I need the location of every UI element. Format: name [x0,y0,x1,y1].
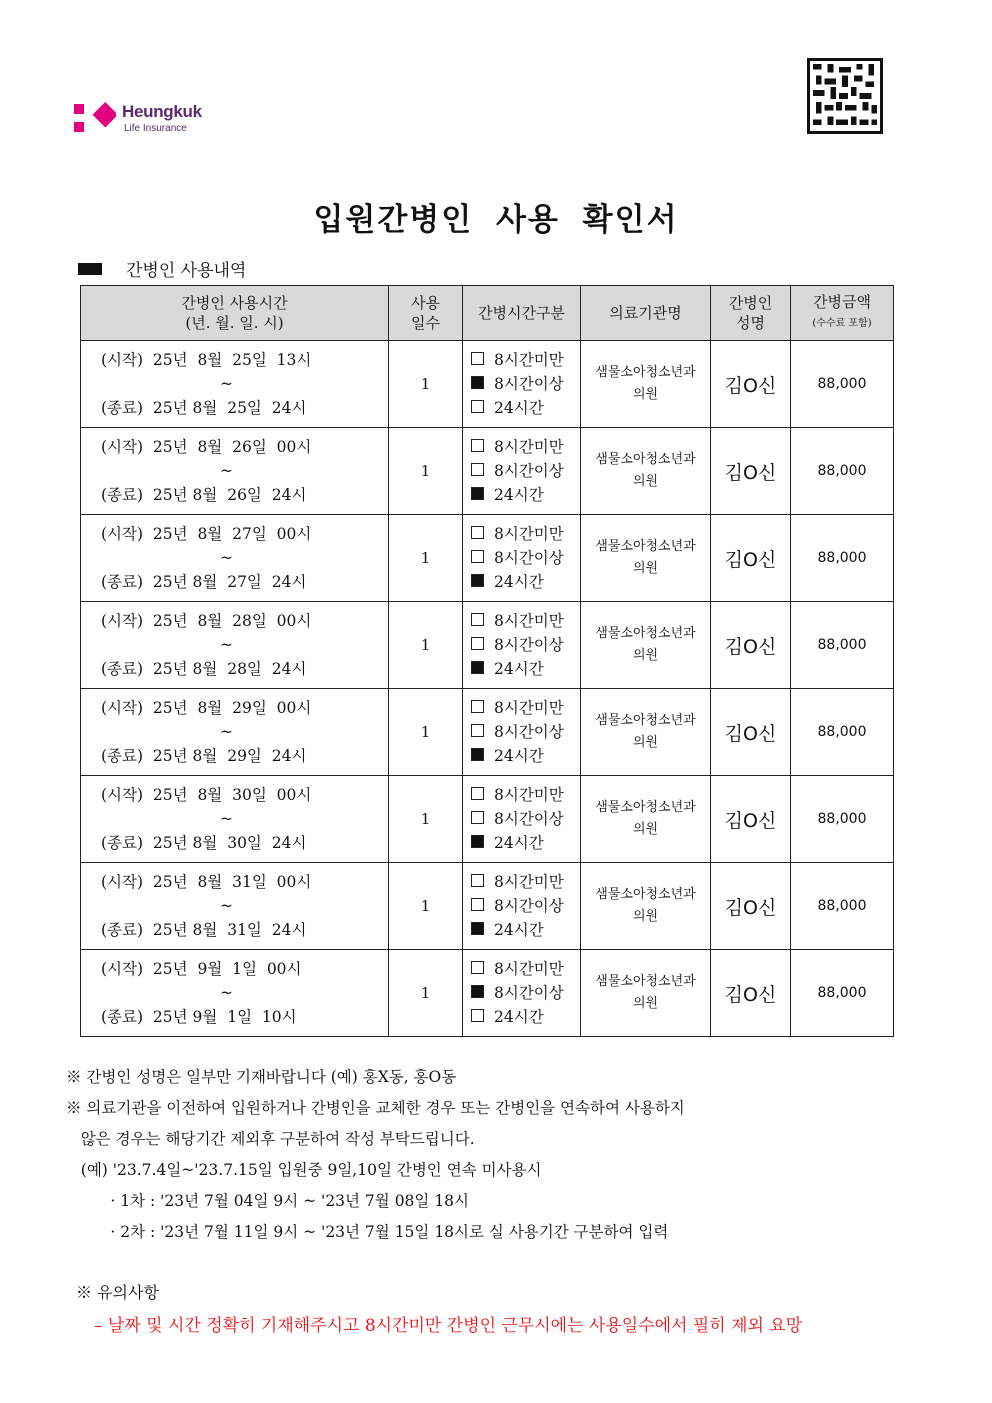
time-option-label: 8시간이상 [494,723,564,741]
section-title: 간병인 사용내역 [126,261,247,281]
time-type-cell [463,428,581,515]
time-type-cell [463,950,581,1037]
unchecked-box-icon[interactable] [471,874,484,887]
unchecked-box-icon[interactable] [471,613,484,626]
caution-text: – 날짜 및 시간 정확히 기재해주시고 8시간미만 간병인 근무시에는 사용일수에서 필히 제외 요망 [94,1316,803,1336]
end-time: (종료) 25년 8월 30일 24시 [101,834,307,852]
period-separator: ~ [220,897,233,915]
header-caregiver [711,286,791,341]
time-option-label: 24시간 [494,486,544,504]
end-time: (종료) 25년 8월 26일 24시 [101,486,307,504]
hospital-type: 의원 [632,474,659,489]
time-option [471,348,580,372]
notes [66,1062,685,1248]
time-option [471,831,580,855]
time-option-label: 24시간 [494,747,544,765]
hospital-cell [581,341,711,428]
time-option-label: 24시간 [494,834,544,852]
checked-box-icon[interactable] [471,487,484,500]
hospital-name: 샘물소아청소년과 [595,974,696,989]
hospital-type: 의원 [632,561,659,576]
hospital-name: 샘물소아청소년과 [595,626,696,641]
time-option [471,372,580,396]
hospital-name: 샘물소아청소년과 [595,800,696,815]
time-option [471,483,580,507]
time-option-label: 8시간이상 [494,549,564,567]
period-separator: ~ [220,462,233,480]
unchecked-box-icon[interactable] [471,550,484,563]
unchecked-box-icon[interactable] [471,439,484,452]
amount-cell: 88,000 [791,428,894,515]
time-option-label: 8시간미만 [494,525,564,543]
header-hospital: 의료기관명 [581,286,711,341]
time-option-label: 24시간 [494,660,544,678]
header-type: 간병시간구분 [463,286,581,341]
hospital-cell [581,515,711,602]
table-row [81,863,894,950]
start-time: (시작) 25년 8월 28일 00시 [101,612,312,630]
hospital-cell [581,776,711,863]
section-heading [78,256,246,281]
usage-days-cell: 1 [389,689,463,776]
start-time: (시작) 25년 8월 31일 00시 [101,873,312,891]
caregiver-name-cell: 김O신 [711,515,791,602]
amount-cell: 88,000 [791,689,894,776]
end-time: (종료) 25년 8월 29일 24시 [101,747,307,765]
table-row [81,950,894,1037]
time-type-cell [463,602,581,689]
usage-period-cell [81,602,389,689]
time-option-label: 8시간이상 [494,462,564,480]
header-period-label: 간병인 사용시간 [181,294,288,312]
usage-period-cell [81,950,389,1037]
unchecked-box-icon[interactable] [471,637,484,650]
note-line: · 2차 : '23년 7월 11일 9시 ~ '23년 7월 15일 18시로 실 사용기간 구분하여 입력 [66,1223,669,1241]
amount-cell: 88,000 [791,515,894,602]
time-option [471,957,580,981]
start-time: (시작) 25년 9월 1일 00시 [101,960,302,978]
logo-mark-icon [74,102,116,136]
header-days [389,286,463,341]
unchecked-box-icon[interactable] [471,700,484,713]
end-time: (종료) 25년 8월 31일 24시 [101,921,307,939]
header-amount [791,286,894,341]
time-option-label: 8시간미만 [494,960,564,978]
usage-period-cell [81,515,389,602]
caution-heading: ※ 유의사항 [76,1283,159,1302]
usage-days-cell: 1 [389,515,463,602]
time-type-cell [463,515,581,602]
time-option [471,609,580,633]
caregiver-name-cell: 김O신 [711,950,791,1037]
usage-days-cell: 1 [389,428,463,515]
unchecked-box-icon[interactable] [471,400,484,413]
caregiver-name-cell: 김O신 [711,776,791,863]
header-caregiver-line2: 성명 [736,314,765,332]
header-days-line1: 사용 [411,294,440,312]
time-option-label: 24시간 [494,573,544,591]
table-row [81,776,894,863]
time-option-label: 24시간 [494,921,544,939]
usage-days-cell: 1 [389,341,463,428]
usage-period-cell [81,428,389,515]
time-option-label: 8시간미만 [494,786,564,804]
section-marker-icon [78,263,102,275]
checked-box-icon[interactable] [471,748,484,761]
caregiver-usage-table [80,285,894,1037]
header-caregiver-line1: 간병인 [728,294,773,312]
checked-box-icon[interactable] [471,574,484,587]
time-option-label: 8시간이상 [494,636,564,654]
time-type-cell [463,341,581,428]
time-option-label: 8시간이상 [494,897,564,915]
note-line: (예) '23.7.4일~'23.7.15일 입원중 9일,10일 간병인 연속 미사용시 [66,1161,542,1179]
time-option [471,435,580,459]
time-option [471,783,580,807]
usage-period-cell [81,341,389,428]
hospital-cell [581,428,711,515]
end-time: (종료) 25년 9월 1일 10시 [101,1008,297,1026]
time-option [471,696,580,720]
usage-days-cell: 1 [389,602,463,689]
unchecked-box-icon[interactable] [471,1009,484,1022]
header-days-line2: 일수 [411,314,440,332]
hospital-cell [581,950,711,1037]
unchecked-box-icon[interactable] [471,352,484,365]
time-option [471,720,580,744]
time-type-cell [463,776,581,863]
document-title: 입원간병인 사용 확인서 [313,202,679,238]
time-option [471,657,580,681]
logo-name: Heungkuk [122,102,202,121]
table-row [81,515,894,602]
hospital-type: 의원 [632,648,659,663]
time-option [471,522,580,546]
checked-box-icon[interactable] [471,376,484,389]
checked-box-icon[interactable] [471,922,484,935]
time-option-label: 8시간미만 [494,699,564,717]
company-logo [74,100,244,140]
table-header-row [81,286,894,341]
caregiver-name-cell: 김O신 [711,428,791,515]
unchecked-box-icon[interactable] [471,724,484,737]
hospital-type: 의원 [632,822,659,837]
note-line: · 1차 : '23년 7월 04일 9시 ~ '23년 7월 08일 18시 [66,1192,470,1210]
hospital-type: 의원 [632,735,659,750]
start-time: (시작) 25년 8월 27일 00시 [101,525,312,543]
checked-box-icon[interactable] [471,835,484,848]
time-option-label: 8시간이상 [494,984,564,1002]
hospital-name: 샘물소아청소년과 [595,452,696,467]
time-option [471,546,580,570]
usage-days-cell: 1 [389,863,463,950]
time-option-label: 8시간미만 [494,612,564,630]
header-period [81,286,389,341]
period-separator: ~ [220,810,233,828]
table-row [81,689,894,776]
header-amount-label: 간병금액 [813,293,871,311]
header-amount-sub: (수수료 포함) [812,318,872,329]
time-option [471,633,580,657]
time-option-label: 8시간미만 [494,351,564,369]
amount-cell: 88,000 [791,950,894,1037]
hospital-cell [581,689,711,776]
time-option [471,459,580,483]
period-separator: ~ [220,723,233,741]
time-option [471,1005,580,1029]
amount-cell: 88,000 [791,863,894,950]
table-row [81,428,894,515]
start-time: (시작) 25년 8월 30일 00시 [101,786,312,804]
note-line: ※ 간병인 성명은 일부만 기재바랍니다 (예) 홍X동, 홍O동 [66,1068,457,1086]
start-time: (시작) 25년 8월 25일 13시 [101,351,312,369]
time-option [471,570,580,594]
time-option-label: 8시간이상 [494,810,564,828]
caregiver-name-cell: 김O신 [711,863,791,950]
checked-box-icon[interactable] [471,985,484,998]
usage-days-cell: 1 [389,776,463,863]
usage-period-cell [81,689,389,776]
time-option-label: 24시간 [494,1008,544,1026]
unchecked-box-icon[interactable] [471,811,484,824]
usage-days-cell: 1 [389,950,463,1037]
time-option [471,981,580,1005]
time-option [471,894,580,918]
amount-cell: 88,000 [791,341,894,428]
time-type-cell [463,689,581,776]
amount-cell: 88,000 [791,602,894,689]
period-separator: ~ [220,549,233,567]
period-separator: ~ [220,984,233,1002]
time-option-label: 24시간 [494,399,544,417]
checked-box-icon[interactable] [471,661,484,674]
note-line: ※ 의료기관을 이전하여 입원하거나 간병인을 교체한 경우 또는 간병인을 연속하여 사용하지 [66,1099,685,1117]
time-option [471,918,580,942]
time-type-cell [463,863,581,950]
caregiver-name-cell: 김O신 [711,341,791,428]
end-time: (종료) 25년 8월 27일 24시 [101,573,307,591]
unchecked-box-icon[interactable] [471,898,484,911]
period-separator: ~ [220,375,233,393]
hospital-cell [581,863,711,950]
hospital-cell [581,602,711,689]
unchecked-box-icon[interactable] [471,526,484,539]
time-option [471,807,580,831]
table-row [81,602,894,689]
hospital-name: 샘물소아청소년과 [595,887,696,902]
amount-cell: 88,000 [791,776,894,863]
hospital-type: 의원 [632,996,659,1011]
hospital-name: 샘물소아청소년과 [595,365,696,380]
period-separator: ~ [220,636,233,654]
caregiver-name-cell: 김O신 [711,602,791,689]
time-option [471,870,580,894]
hospital-name: 샘물소아청소년과 [595,539,696,554]
unchecked-box-icon[interactable] [471,961,484,974]
start-time: (시작) 25년 8월 29일 00시 [101,699,312,717]
table-row [81,341,894,428]
logo-subtitle: Life Insurance [124,123,187,134]
usage-period-cell [81,776,389,863]
header-period-sub: (년. 월. 일. 시) [185,314,284,332]
unchecked-box-icon[interactable] [471,463,484,476]
end-time: (종료) 25년 8월 28일 24시 [101,660,307,678]
time-option [471,396,580,420]
hospital-type: 의원 [632,387,659,402]
qr-code-icon [806,58,884,134]
note-line: 않은 경우는 해당기간 제외후 구분하여 작성 부탁드립니다. [66,1130,475,1148]
time-option [471,744,580,768]
hospital-name: 샘물소아청소년과 [595,713,696,728]
usage-period-cell [81,863,389,950]
start-time: (시작) 25년 8월 26일 00시 [101,438,312,456]
time-option-label: 8시간미만 [494,438,564,456]
hospital-type: 의원 [632,909,659,924]
end-time: (종료) 25년 8월 25일 24시 [101,399,307,417]
caregiver-name-cell: 김O신 [711,689,791,776]
time-option-label: 8시간이상 [494,375,564,393]
time-option-label: 8시간미만 [494,873,564,891]
unchecked-box-icon[interactable] [471,787,484,800]
